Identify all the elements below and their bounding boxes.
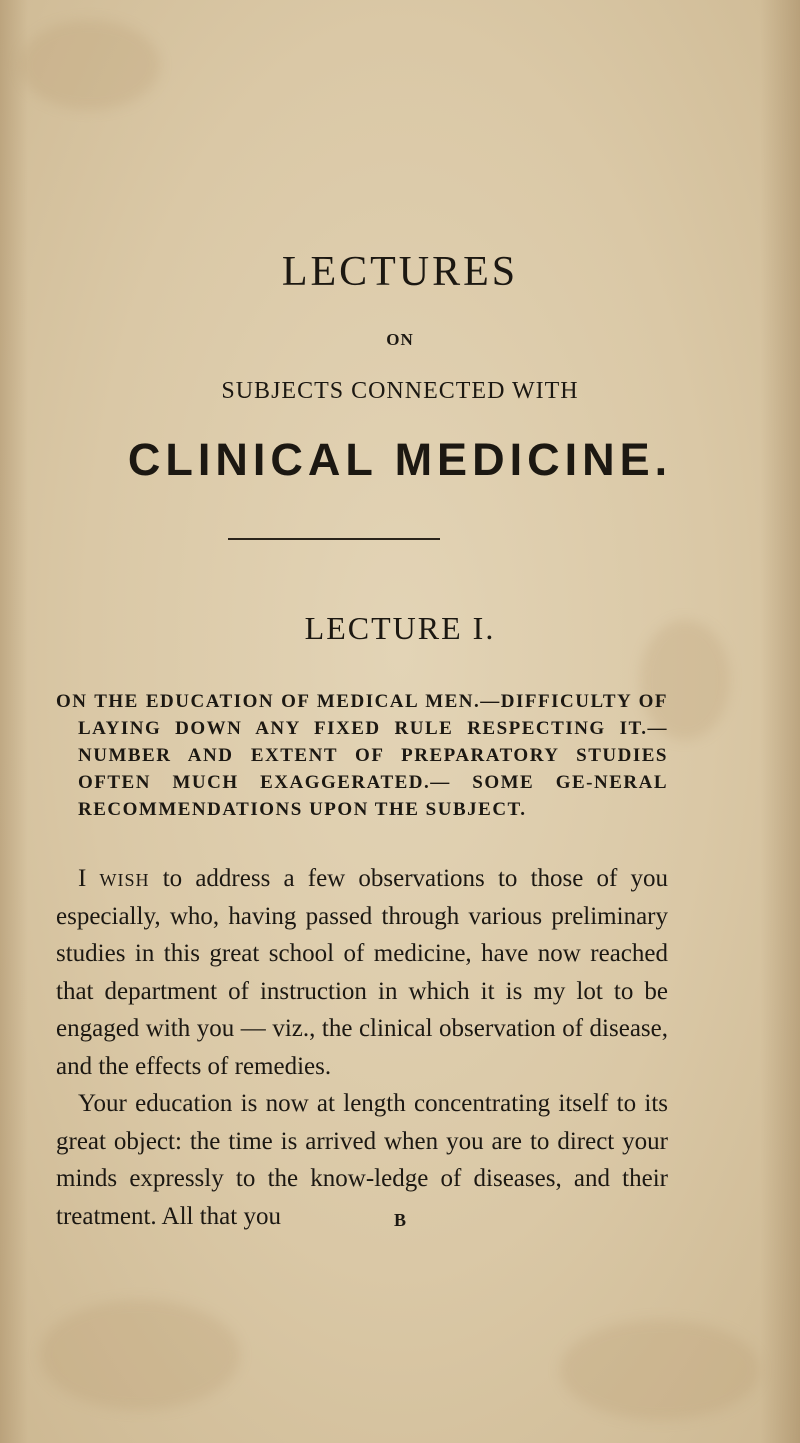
title-connector: ON [386, 330, 414, 349]
signature-mark: B [393, 1210, 406, 1230]
paragraph-1-text: to address a few observations to those of you especially, who, having passed through various preliminary studies in this great school of medicine, have now reached that department of instruction in which it is my lot to be engaged with you — viz., the clinical observation of disease, and the effects of remedies. [56, 865, 669, 1080]
paper-stain [40, 1300, 240, 1410]
lecture-summary: ON THE EDUCATION OF MEDICAL MEN.—DIFFICULTY OF LAYING DOWN ANY FIXED RULE RESPECTING IT.— NUMBER AND EXTENT OF PREPARATORY STUDIES OFTEN MUCH EXAGGERATED.— SOME GE-NERAL RECOMMENDATIONS UPON THE SUBJECT. [56, 691, 668, 820]
divider-rule [228, 538, 440, 540]
paper-stain [20, 20, 160, 110]
body-text [56, 860, 668, 1235]
book-title: LECTURES [281, 249, 519, 295]
title-main: CLINICAL MEDICINE. [127, 434, 673, 485]
paper-stain [560, 1320, 760, 1420]
paragraph-2: Your education is now at length concentrating itself to its great object: the time is arrived when you are to direct your minds expressly to the know-ledge of diseases, and their treatment. All that you [56, 1090, 668, 1230]
title-subtitle: SUBJECTS CONNECTED WITH [221, 378, 579, 404]
lecture-heading: LECTURE I. [304, 610, 496, 646]
drop-cap: I [78, 865, 87, 892]
opening-word: wish [99, 865, 150, 892]
paragraph-1 [56, 860, 668, 1085]
